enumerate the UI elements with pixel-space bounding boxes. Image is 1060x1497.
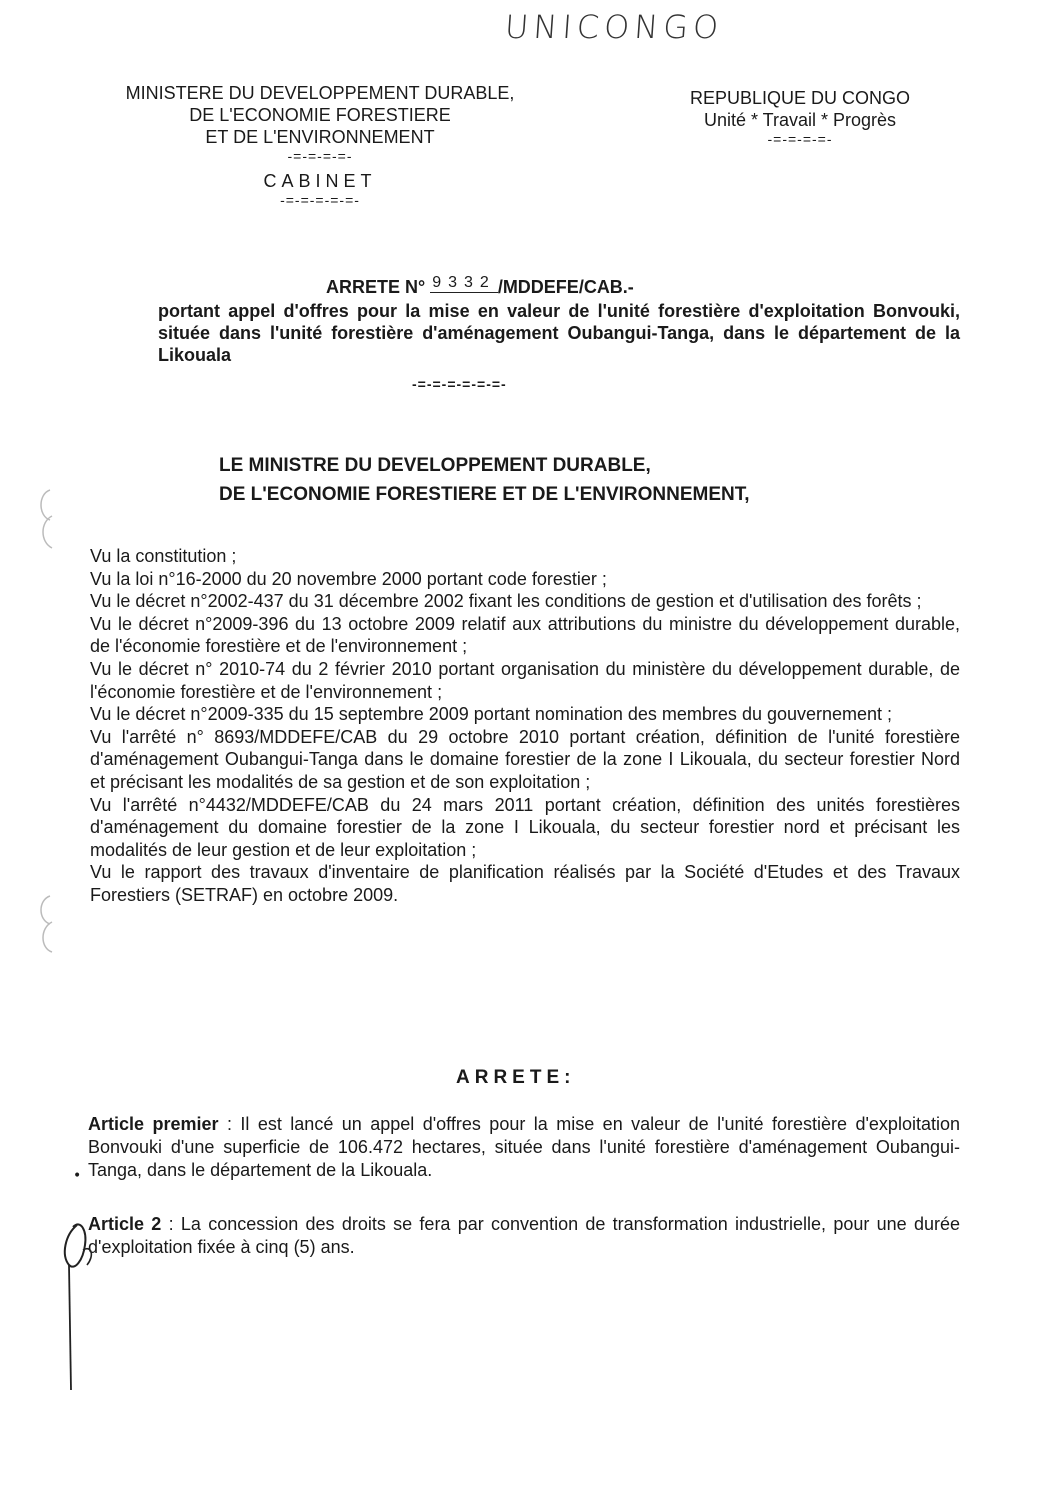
article-premier xyxy=(88,1113,960,1182)
article-2 xyxy=(88,1213,960,1259)
arrete-suffix: /MDDEFE/CAB.- xyxy=(497,277,634,297)
article-label: Article premier xyxy=(88,1114,219,1134)
visa-item: Vu le décret n°2009-396 du 13 octobre 2009 relatif aux attributions du ministre du développement durable, de l'économie forestière et de l'environnement ; xyxy=(90,613,960,657)
arrete-number: 9332 xyxy=(432,274,496,291)
visa-item: Vu la constitution ; xyxy=(90,546,237,566)
minister-line-1: LE MINISTRE DU DEVELOPPEMENT DURABLE, xyxy=(219,455,651,476)
republic-header xyxy=(640,87,960,147)
bullet-mark: • xyxy=(73,1168,82,1184)
national-motto: Unité * Travail * Progrès xyxy=(703,110,897,130)
arrete-prefix: ARRETE N° xyxy=(326,277,426,297)
ministry-line-3: ET DE L'ENVIRONNEMENT xyxy=(205,127,435,147)
visa-item: Vu l'arrêté n° 8693/MDDEFE/CAB du 29 octobre 2010 portant création, définition de l'unité forestière d'aménagement Oubangui-Tanga dans le domaine forestier de la zone I Likouala, du secteur forestier Nord et précisant les modalités de sa gestion et de son exploitation ; xyxy=(90,726,960,792)
minister-line-2: DE L'ECONOMIE FORESTIERE ET DE L'ENVIRONNEMENT, xyxy=(219,484,750,505)
article-text: : Il est lancé un appel d'offres pour la mise en valeur de l'unité forestière d'exploitation Bonvouki d'une superficie de 106.472 hectares, située dans l'unité forestière d'aménagement Oubangui-Tanga, dans le département de la Likouala. xyxy=(88,1114,960,1180)
article-text: : La concession des droits se fera par convention de transformation industrielle, pour une durée d'exploitation fixée à cinq (5) ans. xyxy=(88,1214,960,1257)
ministry-header xyxy=(70,82,570,208)
ministry-line-2: DE L'ECONOMIE FORESTIERE xyxy=(189,105,451,125)
visas-list xyxy=(90,545,960,907)
ministry-line-1: MINISTERE DU DEVELOPPEMENT DURABLE, xyxy=(125,83,515,103)
country-name: REPUBLIQUE DU CONGO xyxy=(689,88,911,108)
handwritten-margin-mark xyxy=(55,1205,100,1395)
stamp-text: UNICONGO xyxy=(503,8,725,46)
punch-hole-marks-top xyxy=(30,480,70,560)
object-decoration: -=-=-=-=-=-=- xyxy=(412,376,507,392)
cabinet-label: CABINET xyxy=(263,171,377,191)
visa-item: Vu le décret n°2009-335 du 15 septembre 2009 portant nomination des membres du gouvernement ; xyxy=(90,704,893,725)
visa-item: Vu le rapport des travaux d'inventaire de planification réalisés par la Société d'Etudes et des Travaux Forestiers (SETRAF) en octobre 2009. xyxy=(90,862,960,905)
visa-item: Vu l'arrêté n°4432/MDDEFE/CAB du 24 mars 2011 portant création, définition des unités forestières d'aménagement du domaine forestier de la zone I Likouala, du secteur forestier nord et précisant les modalités de leur gestion et de leur exploitation ; xyxy=(90,794,960,860)
arrete-section-title: ARRETE: xyxy=(456,1067,576,1088)
visa-item: Vu la loi n°16-2000 du 20 novembre 2000 portant code forestier ; xyxy=(90,568,607,589)
visa-item: Vu le décret n° 2010-74 du 2 février 2010 portant organisation du ministère du développement durable, de l'économie forestière et de l'environnement ; xyxy=(90,658,960,702)
visa-item: Vu le décret n°2002-437 du 31 décembre 2002 fixant les conditions de gestion et d'utilisation des forêts ; xyxy=(90,591,922,612)
article-label: Article 2 xyxy=(88,1214,162,1234)
arrete-number-line xyxy=(326,274,634,299)
ministry-decoration: -=-=-=-=- xyxy=(287,148,353,164)
punch-hole-marks-bottom xyxy=(30,890,70,960)
minister-title xyxy=(219,451,959,509)
arrete-object: portant appel d'offres pour la mise en valeur de l'unité forestière d'exploitation Bonvouki, située dans l'unité forestière d'aménagement Oubangui-Tanga, dans le département de la Likouala xyxy=(158,301,960,365)
republic-decoration: -=-=-=-=- xyxy=(767,131,833,147)
cabinet-decoration: -=-=-=-=-=- xyxy=(280,192,360,208)
